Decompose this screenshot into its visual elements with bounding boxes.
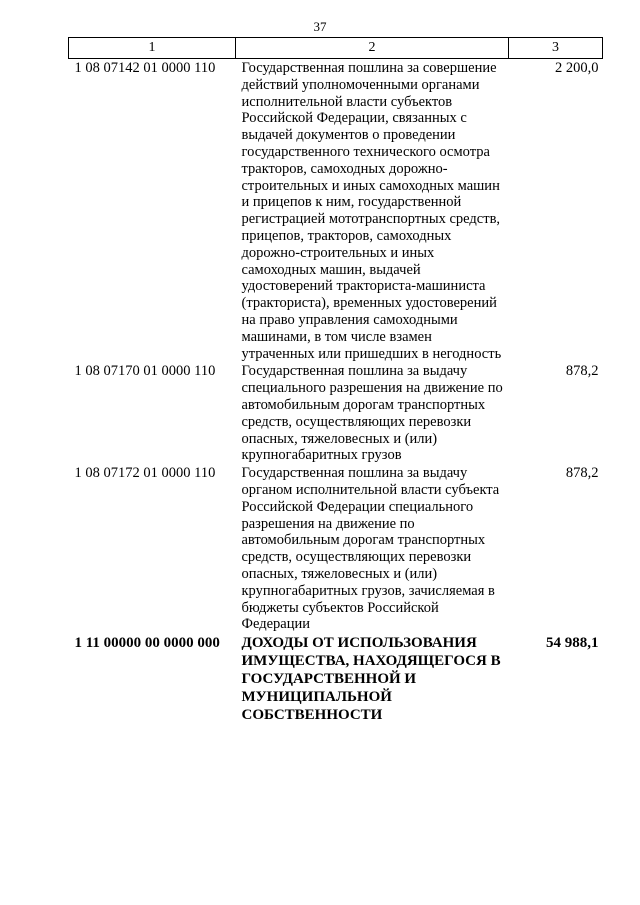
revenue-code-cell: 1 11 00000 00 0000 000: [74, 635, 220, 652]
column-header-name: 2: [236, 38, 509, 59]
table-header-row: [69, 38, 603, 59]
revenue-code-cell: 1 08 07172 01 0000 110: [74, 465, 216, 482]
table-row: [69, 59, 603, 363]
budget-revenue-table: [68, 37, 603, 724]
revenue-name-cell: Государственная пошлина за выдачу специального разрешения на движение по автомобильным дорогам транспортных средств, осуществляющих перевозки опасных, тяжеловесных и (или) крупногабаритных грузов: [241, 363, 503, 464]
column-header-amount: 3: [509, 38, 603, 59]
revenue-amount-cell: 2 200,0: [555, 60, 599, 76]
table-row-section-total: [69, 633, 603, 724]
page-number: 37: [313, 19, 327, 34]
table-row: [69, 362, 603, 464]
revenue-amount-cell: 878,2: [565, 363, 599, 380]
revenue-amount-cell: 54 988,1: [546, 635, 599, 652]
revenue-name-cell: Государственная пошлина за выдачу органом исполнительной власти субъекта Российской Федерации специального разрешения на движение по автомобильным дорогам транспортных средств, осуществляющих перевозки опасных, тяжеловесных и (или) крупногабаритных грузов, зачисляемая в бюджеты субъектов Российской Федерации: [241, 465, 500, 633]
table-row: [69, 464, 603, 633]
revenue-name-cell: ДОХОДЫ ОТ ИСПОЛЬЗОВАНИЯ ИМУЩЕСТВА, НАХОДЯЩЕГОСЯ В ГОСУДАРСТВЕННОЙ И МУНИЦИПАЛЬНОЙ СОБСТВЕННОСТИ: [241, 635, 501, 724]
revenue-code-cell: 1 08 07170 01 0000 110: [74, 363, 216, 380]
revenue-amount-cell: 878,2: [565, 465, 599, 482]
revenue-name-cell: Государственная пошлина за совершение действий уполномоченными органами исполнительной власти субъектов Российской Федерации, связанных с выдачей документов о проведении государственного технического осмотра тракторов, самоходных дорожно-строительных и иных самоходных машин и прицепов к ним, государственной регистрацией мототранспортных средств, прицепов, тракторов, самоходных дорожно-строительных и иных самоходных машин, выдачей удостоверений тракториста-машиниста (тракториста), временных удостоверений на право управления самоходными машинами, в том числе взамен утраченных или пришедших в негодность: [241, 60, 502, 362]
revenue-code-cell: 1 08 07142 01 0000 110: [74, 60, 216, 76]
column-header-code: 1: [69, 38, 236, 59]
